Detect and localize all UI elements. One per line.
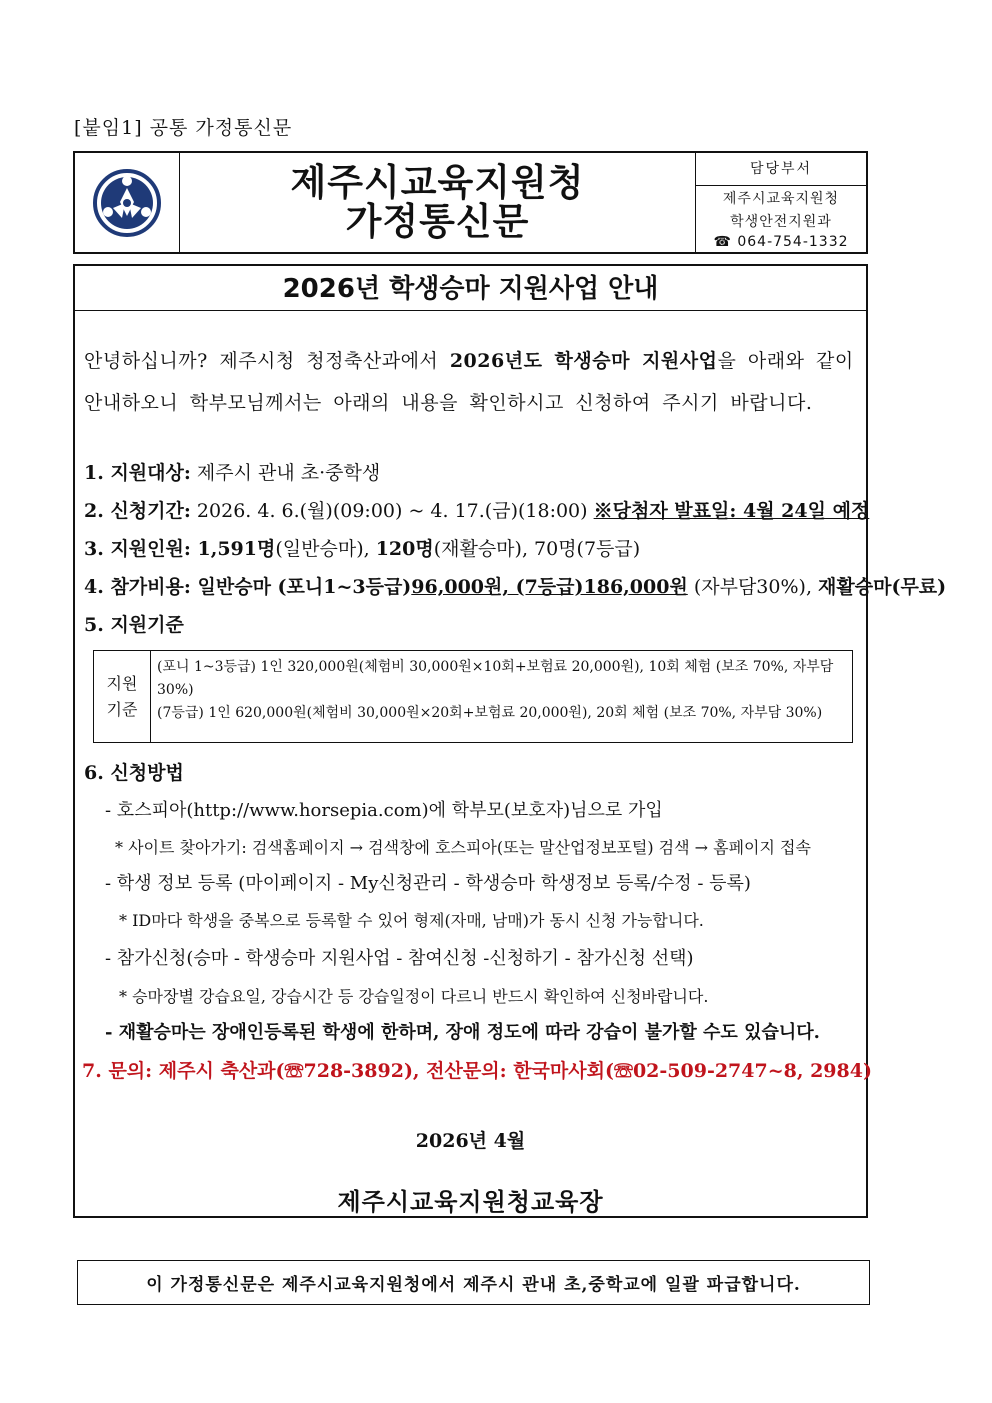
item-fee-label: 4. 참가비용:	[84, 576, 191, 598]
item-criteria-heading	[84, 610, 184, 637]
criteria-row-grade7: (7등급) 1인 620,000원(체험비 30,000원×20회+보험료 20,000원), 20회 체험 (보조 70%, 자부담 30%)	[157, 705, 823, 722]
emblem-logo-icon	[92, 168, 162, 238]
item-quota	[84, 534, 640, 561]
criteria-label-cell	[94, 651, 151, 742]
item-quota-label: 3. 지원인원:	[84, 538, 191, 560]
intro-line-2: 안내하오니 학부모님께서는 아래의 내용을 확인하시고 신청하여 주시기 바랍니다.	[84, 392, 813, 414]
item-quota-rest: (재활승마), 70명(7등급)	[433, 538, 641, 560]
intro-text-a: 안녕하십니까? 제주시청 청정축산과에서	[84, 350, 450, 372]
notice-body	[73, 264, 947, 1218]
method-signup: - 호스피아(http://www.horsepia.com)에 학부모(보호자)님으로 가입	[105, 800, 663, 821]
item-fee	[84, 572, 946, 599]
attachment-label: [붙임1] 공통 가정통신문	[74, 117, 293, 139]
criteria-label-2: 기준	[106, 699, 138, 719]
item-period-text: 2026. 4. 6.(월)(09:00) ~ 4. 17.(금)(18:00)	[190, 500, 594, 522]
item-eligibility-label: 1. 지원대상:	[84, 462, 191, 484]
item-fee-rehab: 재활승마(무료)	[818, 576, 947, 598]
notice-title: 2026년 학생승마 지원사업 안내	[282, 274, 659, 304]
issuer-name: 제주시교육지원청교육장	[337, 1187, 604, 1216]
item-fee-copay: (자부담30%),	[687, 576, 819, 598]
intro-program-name: 2026년도 학생승마 지원사업	[449, 350, 718, 372]
method-apply: - 참가신청(승마 - 학생승마 지원사업 - 참여신청 -신청하기 - 참가신청 선택)	[105, 948, 694, 969]
item-eligibility	[84, 458, 380, 485]
issue-date: 2026년 4월	[415, 1130, 526, 1152]
item-fee-amounts: 96,000원, (7등급)186,000원	[411, 576, 688, 598]
criteria-content	[151, 651, 852, 742]
item-period	[84, 496, 869, 523]
criteria-table	[93, 650, 853, 743]
item-criteria-label: 5. 지원기준	[84, 614, 184, 636]
intro-line-1	[84, 346, 854, 373]
method-rehab-note: - 재활승마는 장애인등록된 학생에 한하며, 장애 정도에 따라 강습이 불가할 수도 있습니다.	[105, 1022, 820, 1043]
department-name-2: 학생안전지원과	[730, 214, 832, 230]
item-quota-rehab: 120명	[375, 538, 434, 560]
item-method-label: 6. 신청방법	[84, 762, 184, 784]
criteria-row-pony: (포니 1~3등급) 1인 320,000원(체험비 30,000원×10회+보험료 20,000원), 10회 체험 (보조 70%, 자부담 30%)	[157, 659, 834, 699]
title-line-2: 가정통신문	[345, 199, 530, 243]
logo-cell	[75, 153, 180, 252]
department-heading: 담당부서	[696, 153, 866, 186]
department-info	[696, 153, 866, 252]
contact-info: 7. 문의: 제주시 축산과(☏728-3892), 전산문의: 한국마사회(☏02-509-2747~8, 2984)	[82, 1060, 872, 1082]
newsletter-title	[180, 153, 696, 252]
title-line-1: 제주시교육지원청	[290, 160, 585, 204]
item-method-heading	[84, 758, 184, 785]
item-fee-general: 일반승마 (포니1~3등급)	[190, 576, 412, 598]
method-signup-note: * 사이트 찾아가기: 검색홈페이지 → 검색창에 호스피아(또는 말산업정보포털) 검색 → 홈페이지 접속	[115, 838, 811, 857]
header-table	[73, 151, 868, 254]
distribution-note: 이 가정통신문은 제주시교육지원청에서 제주시 관내 초,중학교에 일괄 파급합니다.	[77, 1260, 870, 1305]
item-eligibility-text: 제주시 관내 초·중학생	[190, 462, 381, 484]
method-apply-note: * 승마장별 강습요일, 강습시간 등 강습일정이 다르니 반드시 확인하여 신청바랍니다.	[119, 987, 709, 1006]
method-register-student: - 학생 정보 등록 (마이페이지 - My신청관리 - 학생승마 학생정보 등록/수정 - 등록)	[105, 873, 751, 894]
item-quota-general-note: (일반승마),	[275, 538, 376, 560]
item-period-announcement: ※당첨자 발표일: 4월 24일 예정	[593, 500, 870, 522]
department-phone: ☎ 064-754-1332	[713, 234, 849, 250]
department-name-1: 제주시교육지원청	[722, 191, 840, 207]
item-quota-general: 1,591명	[190, 538, 276, 560]
intro-text-c: 을 아래와 같이	[717, 350, 854, 372]
title-divider	[75, 310, 866, 311]
method-register-note: * ID마다 학생을 중복으로 등록할 수 있어 형제(자매, 남매)가 동시 신청 가능합니다.	[119, 911, 704, 930]
item-period-label: 2. 신청기간:	[84, 500, 191, 522]
department-body	[696, 186, 866, 252]
criteria-label-1: 지원	[106, 673, 138, 693]
